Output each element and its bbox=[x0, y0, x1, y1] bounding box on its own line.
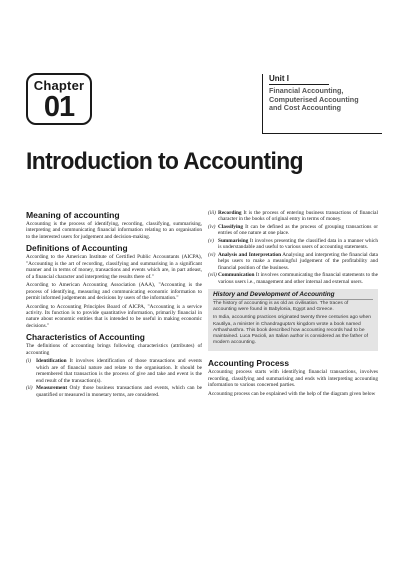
unit-line: Financial Accounting, bbox=[269, 86, 344, 95]
list-item bbox=[26, 358, 202, 384]
chapter-word: Chapter bbox=[33, 78, 85, 93]
list-term: Summarising bbox=[218, 237, 249, 244]
list-text: Only those business transactions and events, which can be quantified or measured in monetary terms, are considered. bbox=[36, 385, 202, 398]
list-item bbox=[208, 224, 378, 237]
list-item bbox=[208, 238, 378, 251]
process-text: Accounting process starts with identifying financial transactions, involves recording, classifying and summarising and ends with interpreting accounting information to various concerned parties. bbox=[208, 369, 378, 389]
list-text: It is the process of entering business transactions of financial character in the books of original entry in terms of money. bbox=[218, 210, 378, 223]
list-term: Identification bbox=[36, 358, 67, 365]
list-item bbox=[208, 272, 378, 285]
definition-apb: According to Accounting Principles Board of AICPA, "Accounting is a service activity. Its function is to provide quantitative information, primarily financial in nature about economic entities that is intended to be useful in making economic decisions." bbox=[26, 303, 202, 329]
list-number: (i) bbox=[26, 358, 31, 365]
list-term: Communication bbox=[218, 272, 255, 279]
chapter-badge bbox=[26, 73, 92, 125]
definition-aaa: According to American Accounting Association (AAA), "Accounting is the process of identifying, measuring and communicating economic information to permit informed judgements and decisions by users of the information." bbox=[26, 282, 202, 302]
characteristics-intro: The definitions of accounting brings following characteristics (attributes) of accounting bbox=[26, 343, 202, 356]
list-item bbox=[208, 252, 378, 271]
list-number: (iv) bbox=[208, 223, 216, 230]
history-paragraph: The history of accounting is as old as civilisation. The traces of accounting were found in Babylonia, Egypt and Greece. bbox=[213, 300, 349, 313]
process-text: Accounting process can be explained with the help of the diagram given below bbox=[208, 390, 376, 397]
list-item bbox=[26, 385, 202, 398]
history-paragraph: In India, accounting practices originated twenty three centuries ago when Kautilya, a minister in Chandragupta's kingdom wrote a book named Arthashasthra. This book described how accounting records had to be maintained. Luca Pacioli, an Italian author is considered as the father of modern accounting. bbox=[213, 315, 371, 346]
history-box bbox=[208, 289, 378, 351]
right-column bbox=[208, 210, 378, 399]
meaning-heading: Meaning of accounting bbox=[26, 210, 120, 220]
page-title: Introduction to Accounting bbox=[26, 148, 304, 175]
list-number: (v) bbox=[208, 237, 214, 244]
list-text: Analysing and interpreting the financial data helps users to make a meaningful judgement of the profitability and financial position of the business. bbox=[218, 251, 379, 271]
list-text: It involves communicating the financial statements to the various users i.e., management and other internal and external users. bbox=[218, 272, 378, 285]
list-number: (iii) bbox=[208, 210, 216, 216]
characteristics-heading: Characteristics of Accounting bbox=[26, 332, 145, 343]
unit-line: and Cost Accounting bbox=[269, 103, 342, 113]
list-text: It can be defined as the process of grouping transactions or entries of one nature at one place. bbox=[218, 223, 378, 237]
list-item bbox=[208, 210, 378, 223]
list-term: Analysis and Interpretation bbox=[218, 251, 282, 258]
left-column bbox=[26, 210, 202, 399]
process-heading: Accounting Process bbox=[208, 358, 289, 369]
list-text: It involves identification of those transactions and events which are of financial nature and relate to the organisation. It should be remembered that transaction is the process of give and take and event is the end result of the transaction(s). bbox=[36, 358, 202, 384]
list-term: Measurement bbox=[36, 385, 68, 392]
history-heading: History and Development of Accounting bbox=[213, 291, 373, 300]
list-term: Recording bbox=[218, 210, 242, 216]
list-number: (vi) bbox=[208, 251, 216, 258]
unit-line: Computerised Accounting bbox=[269, 94, 359, 104]
list-number: (vii) bbox=[208, 272, 217, 279]
definitions-heading: Definitions of Accounting bbox=[26, 243, 128, 254]
meaning-text: Accounting is the process of identifying, recording, classifying, summarising, interpreting and communicating financial information relating to an organisation to the interested users for judgement and decision-making. bbox=[26, 221, 202, 240]
list-term: Classifying bbox=[218, 223, 244, 230]
chapter-number: 01 bbox=[43, 91, 75, 123]
unit-box bbox=[262, 74, 382, 134]
definition-aicpa: According to the American Institute of Certified Public Accountants (AICPA), "Accounting is the art of recording, classifying and summarising in a significant manner and in terms of money, transactions and events which are, in part atleast, of a financial character and interpreting the results there of." bbox=[26, 254, 202, 280]
list-text: It involves presenting the classified data in a manner which is understandable and useful to various users of accounting statements. bbox=[218, 237, 378, 251]
unit-label: Unit I bbox=[269, 74, 329, 85]
unit-subtitle bbox=[269, 87, 382, 113]
list-number: (ii) bbox=[26, 385, 33, 392]
